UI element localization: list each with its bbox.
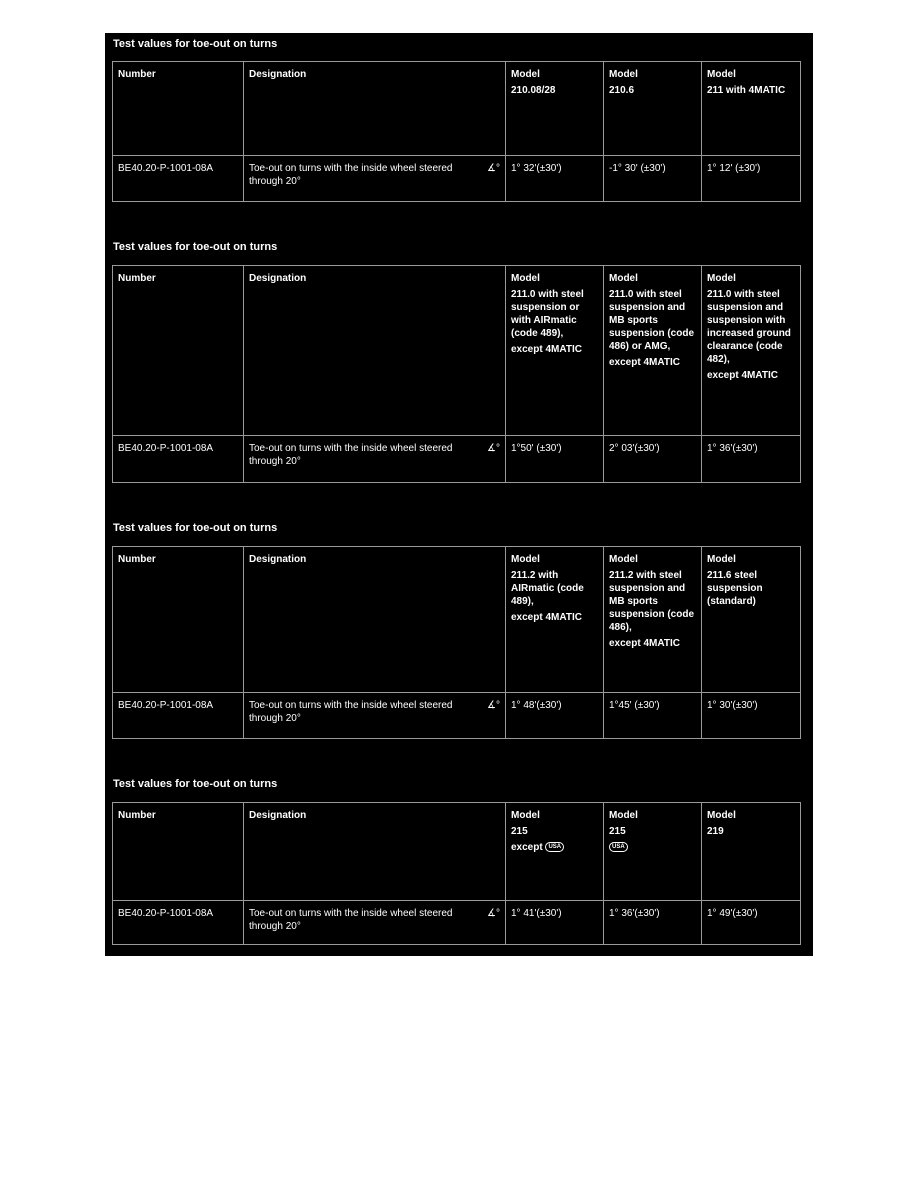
- value-cell: 1°50' (±30'): [506, 436, 604, 483]
- model-except: [511, 841, 598, 854]
- section-title: Test values for toe-out on turns: [113, 522, 278, 534]
- designation-header: Designation: [244, 62, 506, 156]
- model-except: except 4MATIC: [707, 370, 778, 381]
- angle-degree-icon: ∡°: [487, 700, 500, 711]
- spec-table: [112, 61, 801, 202]
- model-label: Model: [609, 554, 638, 565]
- model-label: Model: [511, 810, 540, 821]
- number-cell: BE40.20-P-1001-08A: [113, 901, 244, 945]
- value-cell: 2° 03'(±30'): [604, 436, 702, 483]
- model-desc: 215: [609, 826, 626, 837]
- model-header-cell: [702, 266, 801, 436]
- section-title: Test values for toe-out on turns: [113, 778, 278, 790]
- model-header-cell: [506, 62, 604, 156]
- spec-table: [112, 546, 801, 739]
- model-label: Model: [707, 554, 736, 565]
- model-desc: 219: [707, 826, 724, 837]
- designation-cell: [244, 156, 506, 202]
- value-cell: 1° 49'(±30'): [702, 901, 801, 945]
- number-cell: BE40.20-P-1001-08A: [113, 436, 244, 483]
- model-header-cell: [604, 62, 702, 156]
- model-header-cell: [702, 62, 801, 156]
- spec-table: [112, 265, 801, 483]
- usa-badge-icon: USA: [545, 842, 564, 852]
- value-cell: 1° 36'(±30'): [604, 901, 702, 945]
- model-desc: 211.2 with AIRmatic (code 489),: [511, 570, 584, 607]
- value-cell: 1° 41'(±30'): [506, 901, 604, 945]
- number-header: Number: [113, 803, 244, 901]
- designation-text: Toe-out on turns with the inside wheel steered through 20°: [249, 163, 453, 187]
- model-except: except 4MATIC: [609, 357, 680, 368]
- table-row: [113, 436, 801, 483]
- model-label: Model: [609, 273, 638, 284]
- model-desc: 211 with 4MATIC: [707, 85, 786, 96]
- model-except: except 4MATIC: [511, 612, 582, 623]
- angle-degree-icon: ∡°: [487, 443, 500, 454]
- model-desc: 210.6: [609, 85, 635, 96]
- value-cell: 1° 36'(±30'): [702, 436, 801, 483]
- spec-table: [112, 802, 801, 945]
- angle-degree-icon: ∡°: [487, 908, 500, 919]
- model-badge-line: [609, 841, 696, 854]
- model-desc: 211.6 steel suspension (standard): [707, 570, 763, 607]
- model-desc: 211.2 with steel suspension and MB sports suspension (code 486),: [609, 570, 695, 633]
- model-except: except 4MATIC: [511, 344, 582, 355]
- model-header-cell: [702, 547, 801, 693]
- number-cell: BE40.20-P-1001-08A: [113, 693, 244, 739]
- model-header-cell: [604, 266, 702, 436]
- value-cell: 1°45' (±30'): [604, 693, 702, 739]
- except-text: except: [511, 842, 543, 853]
- document-panel: [105, 33, 813, 956]
- usa-badge-icon: USA: [609, 842, 628, 852]
- model-label: Model: [609, 69, 638, 80]
- section-title: Test values for toe-out on turns: [113, 241, 278, 253]
- model-header-cell: [702, 803, 801, 901]
- model-desc: 211.0 with steel suspension or with AIRmatic (code 489),: [511, 289, 584, 339]
- model-label: Model: [707, 273, 736, 284]
- table-header-row: [113, 547, 801, 693]
- value-cell: 1° 48'(±30'): [506, 693, 604, 739]
- model-label: Model: [707, 69, 736, 80]
- designation-cell: [244, 436, 506, 483]
- model-desc: 210.08/28: [511, 85, 556, 96]
- model-label: Model: [511, 69, 540, 80]
- value-cell: 1° 12' (±30'): [702, 156, 801, 202]
- model-label: Model: [511, 273, 540, 284]
- designation-cell: [244, 693, 506, 739]
- model-header-cell: [506, 803, 604, 901]
- model-header-cell: [604, 547, 702, 693]
- value-cell: 1° 30'(±30'): [702, 693, 801, 739]
- table-header-row: [113, 803, 801, 901]
- value-cell: 1° 32'(±30'): [506, 156, 604, 202]
- table-row: [113, 901, 801, 945]
- angle-degree-icon: ∡°: [487, 163, 500, 174]
- table-header-row: [113, 62, 801, 156]
- section-title: Test values for toe-out on turns: [113, 38, 278, 50]
- table-row: [113, 156, 801, 202]
- designation-header: Designation: [244, 266, 506, 436]
- table-row: [113, 693, 801, 739]
- model-except: except 4MATIC: [609, 638, 680, 649]
- number-header: Number: [113, 266, 244, 436]
- designation-header: Designation: [244, 547, 506, 693]
- model-label: Model: [707, 810, 736, 821]
- designation-cell: [244, 901, 506, 945]
- model-desc: 211.0 with steel suspension and MB sports suspension (code 486) or AMG,: [609, 289, 695, 352]
- model-label: Model: [511, 554, 540, 565]
- model-header-cell: [506, 547, 604, 693]
- value-cell: -1° 30' (±30'): [604, 156, 702, 202]
- number-header: Number: [113, 547, 244, 693]
- designation-header: Designation: [244, 803, 506, 901]
- model-desc: 215: [511, 826, 528, 837]
- model-header-cell: [506, 266, 604, 436]
- designation-text: Toe-out on turns with the inside wheel steered through 20°: [249, 443, 453, 467]
- table-header-row: [113, 266, 801, 436]
- designation-text: Toe-out on turns with the inside wheel steered through 20°: [249, 908, 453, 932]
- model-desc: 211.0 with steel suspension and suspension with increased ground clearance (code 482),: [707, 289, 791, 365]
- model-label: Model: [609, 810, 638, 821]
- model-header-cell: [604, 803, 702, 901]
- number-header: Number: [113, 62, 244, 156]
- number-cell: BE40.20-P-1001-08A: [113, 156, 244, 202]
- designation-text: Toe-out on turns with the inside wheel steered through 20°: [249, 700, 453, 724]
